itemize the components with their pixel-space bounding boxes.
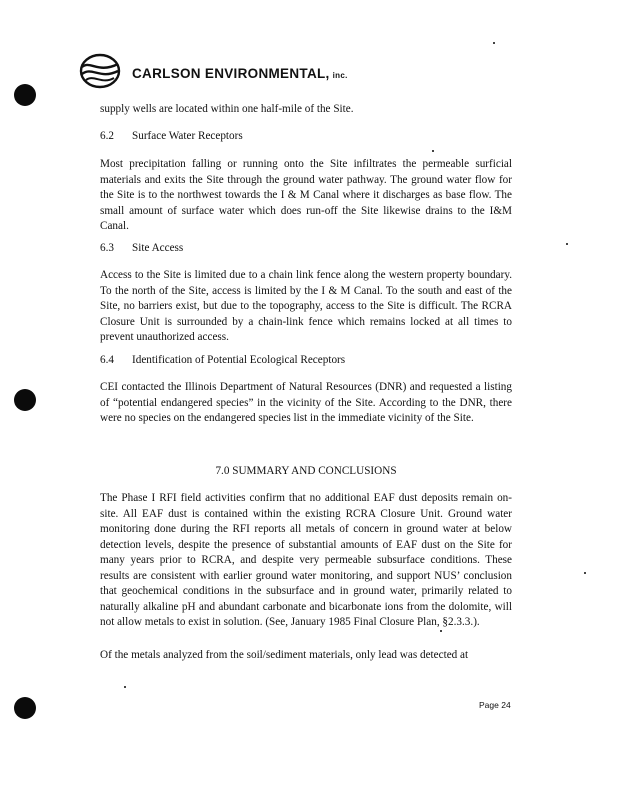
company-suffix: inc.	[332, 71, 348, 80]
summary-paragraph-1: The Phase I RFI field activities confirm that no additional EAF dust deposits remain on-site. All EAF dust is contained within the existing RCRA Closure Unit. Ground water monitoring done during the RFI reports all metals of concern in ground water at below detection levels, despite the presence of substantial amounts of EAF dust on the Site for many years prior to RCRA, and despite very permeable subsurface conditions. These results are consistent with earlier ground water monitoring, and support NUS’ conclusion that geochemical conditions in the subsurface and in ground water, primarily related to naturally alkaline pH and abundant carbonate and bicarbonate ions from the dolomite, will not allow metals to exist in solution. (See, January 1985 Final Closure Plan, §2.3.3.).	[100, 492, 512, 628]
scan-speck	[440, 630, 442, 632]
letterhead	[132, 66, 348, 81]
company-logo-icon	[78, 52, 122, 90]
scan-speck	[566, 243, 568, 245]
summary-heading: 7.0 SUMMARY AND CONCLUSIONS	[215, 465, 397, 477]
section-heading-6-4	[100, 354, 345, 366]
section-number: 6.4	[100, 354, 114, 366]
section-body-6-2: Most precipitation falling or running onto the Site infiltrates the permeable surficial materials and exits the Site through the ground water pathway. The ground water flow for the Site is to the northwest towards the I & M Canal where it discharges as base flow. The small amount of surface water which does run-off the Site likewise drains to the I&M Canal.	[100, 158, 512, 232]
scan-speck	[432, 150, 434, 152]
section-title: Identification of Potential Ecological Receptors	[132, 354, 346, 366]
scan-speck	[124, 686, 126, 688]
punch-hole-top	[14, 84, 36, 106]
page-number: Page 24	[479, 700, 511, 710]
punch-hole-middle	[14, 389, 36, 411]
scan-speck	[584, 572, 586, 574]
section-title: Site Access	[132, 242, 184, 254]
summary-paragraph-2: Of the metals analyzed from the soil/sediment materials, only lead was detected at	[100, 649, 469, 661]
section-body-6-3: Access to the Site is limited due to a chain link fence along the western property boundary. To the north of the Site, access is limited by the I & M Canal. To the south and east of the Site, no barriers exist, but due to the topography, access to the Site is difficult. The RCRA Closure Unit is surrounded by a chain-link fence which remains locked at all times to prevent unauthorized access.	[100, 269, 512, 343]
section-number: 6.3	[100, 242, 114, 254]
intro-fragment: supply wells are located within one half-mile of the Site.	[100, 103, 354, 115]
company-name: CARLSON ENVIRONMENTAL,	[132, 66, 330, 81]
scan-speck	[493, 42, 495, 44]
section-number: 6.2	[100, 130, 114, 142]
section-heading-6-3	[100, 242, 183, 254]
section-title: Surface Water Receptors	[132, 130, 243, 142]
section-heading-6-2	[100, 130, 243, 142]
punch-hole-bottom	[14, 697, 36, 719]
section-body-6-4: CEI contacted the Illinois Department of Natural Resources (DNR) and requested a listing of “potential endangered species” in the vicinity of the Site. According to the DNR, there were no species on the endangered species list in the immediate vicinity of the Site.	[100, 381, 512, 424]
